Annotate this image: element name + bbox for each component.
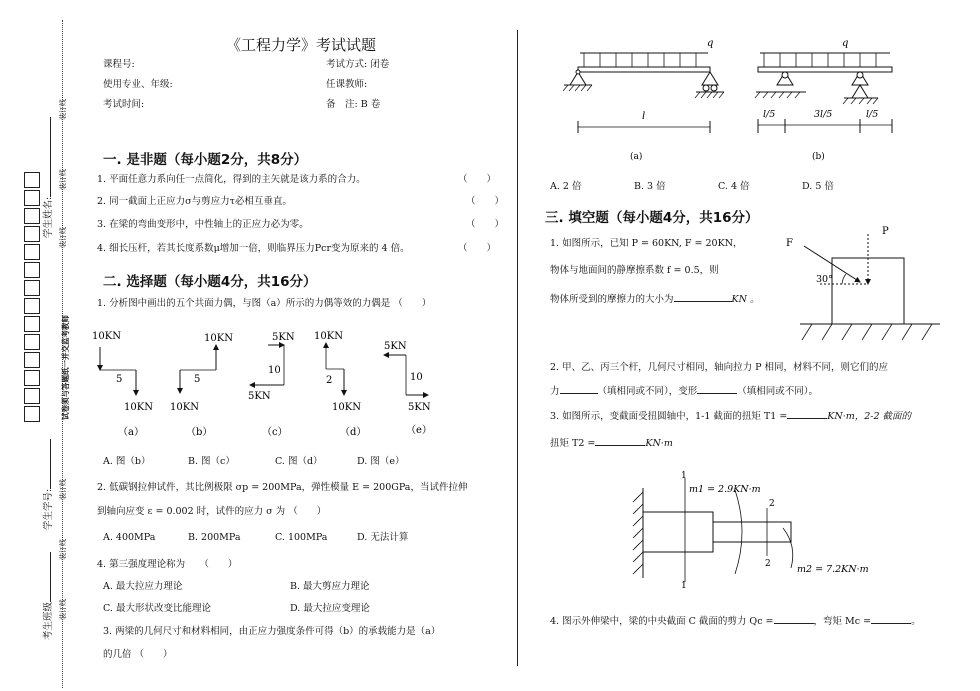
s2-q2-line2: 到轴向应变 ε = 0.002 时，试件的应力 σ 为 （ ）: [97, 506, 327, 517]
q2-option-c: C. 100MPa: [275, 532, 328, 543]
beam-a: [563, 38, 724, 162]
s2-q1: 1. 分析图中画出的五个共面力偶，与图（a）所示的力偶等效的力偶是 （ ）: [97, 298, 432, 309]
couple-e-top: 5KN: [384, 341, 407, 352]
couple-d-mid: 2: [326, 375, 333, 386]
q4-option-a: A. 2 倍: [550, 181, 582, 192]
q2-option-a: A. 400MPa: [103, 532, 156, 543]
s1-paren-2: （ ）: [466, 196, 505, 207]
class-label: 考生班级: [40, 552, 55, 640]
couple-b-label: （b）: [186, 427, 213, 438]
binding-mark-3: 装订线: [59, 227, 67, 248]
student-id-boxes: [24, 170, 40, 422]
couple-e-bottom: 5KN: [408, 402, 431, 413]
s1-item-1: 1. 平面任意力系向任一点简化，得到的主矢就是该力系的合力。: [97, 174, 366, 185]
q1-option-a: A. 图（b）: [103, 456, 151, 467]
f2-line1: 2. 甲、乙、丙三个杆，几何尺寸相同，轴向拉力 P 相同，材料不同，则它们的应: [550, 362, 889, 373]
q1-option-b: B. 图（c）: [188, 456, 235, 467]
teacher: 任课教师:: [326, 79, 368, 90]
q3-option-d: D. 最大拉应变理论: [290, 603, 370, 614]
s2-q3: 4. 第三强度理论称为 （ ）: [97, 559, 238, 570]
couple-c-mid: 10: [268, 365, 281, 376]
exam-title: 《工程力学》考试试题: [226, 36, 377, 54]
couple-b-bottom: 10KN: [170, 402, 199, 413]
couple-c-bottom: 5KN: [248, 391, 271, 402]
couple-e-mid: 10: [410, 372, 423, 383]
s2-q4-line2: 的几倍 （ ）: [103, 649, 173, 660]
beam-a-length: l: [642, 111, 646, 122]
couple-d: [314, 331, 366, 438]
couples-figure: [88, 325, 448, 440]
course-no: 课程号:: [103, 59, 135, 70]
s1-item-4: 4. 细长压杆，若其长度系数μ增加一倍，则临界压力Pcr变为原来的 4 倍。: [97, 243, 410, 254]
couple-e-label: （e）: [406, 425, 432, 436]
couple-c: [248, 332, 295, 438]
column-divider: [517, 30, 518, 666]
section1-heading: 一. 是非题（每小题2分，共8分）: [103, 152, 308, 168]
couple-d-label: （d）: [340, 427, 367, 438]
beam-b-label: (b): [812, 152, 825, 162]
q4-option-c: C. 4 倍: [718, 181, 750, 192]
f1-line2: 物体与地面间的静摩擦系数 f = 0.5，则: [550, 265, 719, 276]
q4-option-d: D. 5 倍: [802, 181, 834, 192]
couple-a-label: （a）: [118, 427, 144, 438]
binding-mark-1: 装订线: [59, 99, 67, 120]
shaft-section1-bottom: 1: [681, 581, 687, 591]
shaft-figure: [625, 468, 885, 593]
couple-a-mid: 5: [116, 374, 123, 385]
beam-b-seg2: 3l/5: [814, 109, 833, 120]
f4-line: 4. 图示外伸梁中，梁的中央截面 C 截面的剪力 Qc = ，弯矩 Mc = 。: [550, 613, 921, 628]
beam-figures: [560, 35, 910, 165]
shaft-section2-top: 2: [769, 499, 775, 509]
f3-line2: 扭矩 T2 = KN·m: [550, 435, 673, 450]
couple-a-top: 10KN: [92, 331, 121, 342]
block-P: P: [882, 226, 889, 237]
major-grade: 使用专业、年级:: [103, 79, 173, 90]
shaft-m2: m2 = 7.2KN·m: [797, 564, 869, 575]
q3-option-a: A. 最大拉应力理论: [103, 581, 183, 592]
s1-paren-1: （ ）: [458, 174, 497, 185]
couple-c-top: 5KN: [272, 332, 295, 343]
f2-line2: 力 （填相同或不同），变形 （填相同或不同）。: [550, 383, 818, 398]
q4-option-b: B. 3 倍: [634, 181, 666, 192]
beam-a-label: (a): [630, 152, 643, 162]
q2-option-b: B. 200MPa: [188, 532, 241, 543]
couple-b: [170, 333, 233, 438]
s1-paren-4: （ ）: [458, 243, 497, 254]
shaft-section1-top: 1: [681, 471, 687, 481]
beam-b: [755, 38, 892, 162]
f1-line3: 物体所受到的摩擦力的大小为 KN 。: [550, 291, 759, 306]
student-id-label: 学生学号:: [40, 439, 55, 530]
exam-mode: 考试方式: 闭卷: [326, 59, 390, 70]
q3-option-b: B. 最大剪应力理论: [290, 581, 370, 592]
beam-a-load: q: [707, 38, 714, 49]
couple-a-bottom: 10KN: [124, 402, 153, 413]
s1-paren-3: （ ）: [466, 219, 505, 230]
couple-e: [384, 341, 432, 436]
s2-q4-line1: 3. 两梁的几何尺寸和材料相同，由正应力强度条件可得（b）的承载能力是（a）: [103, 626, 441, 637]
section2-heading: 二. 选择题（每小题4分，共16分）: [103, 274, 317, 290]
couple-b-top: 10KN: [204, 333, 233, 344]
student-name-label: 学生姓名:: [40, 117, 55, 238]
s2-q2-line1: 2. 低碳钢拉伸试件，其比例极限 σp = 200MPa，弹性模量 E = 200GPa，当试件拉伸: [97, 482, 468, 493]
binding-mark-2: 装订线: [59, 169, 67, 190]
binding-mark-4: 装订线: [59, 479, 67, 500]
couple-d-bottom: 10KN: [332, 402, 361, 413]
block-angle: 30°: [816, 274, 833, 285]
binding-mark-6: 装订线: [59, 599, 67, 620]
f3-line1: 3. 如图所示，变截面受扭圆轴中，1-1 截面的扭矩 T1 = KN·m，2-2 截面的: [550, 408, 911, 423]
couple-d-top: 10KN: [314, 331, 343, 342]
q2-option-d: D. 无法计算: [357, 532, 409, 543]
shaft-m1: m1 = 2.9KN·m: [689, 484, 761, 495]
shaft-section2-bottom: 2: [765, 559, 771, 569]
remark: 备 注: B 卷: [326, 99, 381, 110]
q3-option-c: C. 最大形状改变比能理论: [103, 603, 211, 614]
section3-heading: 三. 填空题（每小题4分，共16分）: [545, 210, 759, 226]
beam-b-seg3: l/5: [866, 109, 879, 120]
f1-line1: 1. 如图所示，已知 P = 60KN, F = 20KN，: [550, 238, 743, 249]
couple-c-label: （c）: [262, 427, 288, 438]
binding-notice: 试卷须与答题纸一并交监考教师: [61, 315, 70, 420]
binding-mark-5: 装订线: [59, 539, 67, 560]
q1-option-d: D. 图（e）: [357, 456, 405, 467]
block-F: F: [786, 238, 793, 249]
block-figure: [780, 220, 950, 345]
couple-a: [92, 331, 153, 438]
exam-time: 考试时间:: [103, 99, 145, 110]
s1-item-3: 3. 在梁的弯曲变形中，中性轴上的正应力必为零。: [97, 219, 309, 230]
couple-b-mid: 5: [194, 374, 201, 385]
q1-option-c: C. 图（d）: [275, 456, 323, 467]
s1-item-2: 2. 同一截面上正应力σ与剪应力τ必相互垂直。: [97, 196, 292, 207]
beam-b-load: q: [842, 38, 849, 49]
beam-b-seg1: l/5: [763, 109, 776, 120]
